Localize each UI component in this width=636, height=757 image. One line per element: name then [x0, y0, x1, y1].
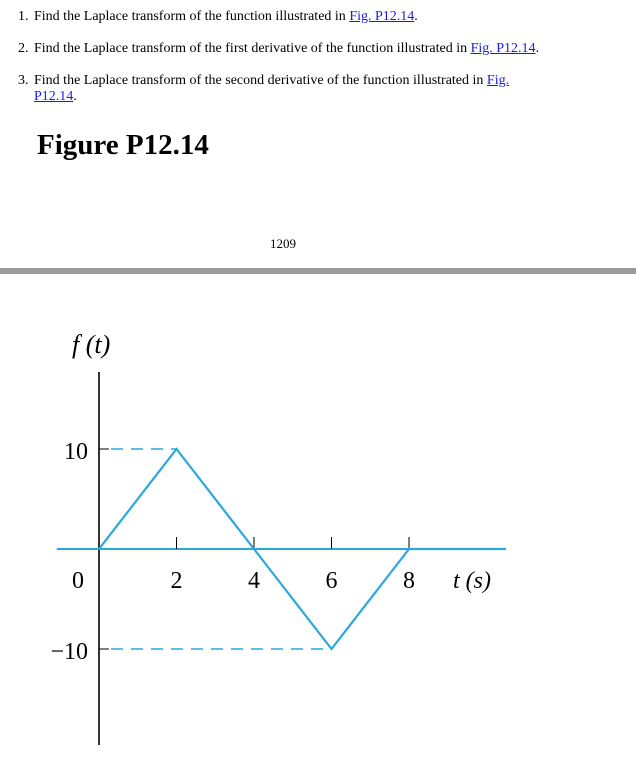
figure-title: Figure P12.14 [37, 129, 209, 161]
problem-text: Find the Laplace transform of the function illustrated in [34, 9, 350, 24]
y-axis-label: f (t) [72, 330, 111, 359]
x-axis-label: t (s) [453, 568, 491, 594]
problem-text: Find the Laplace transform of the first derivative of the function illustrated in [34, 41, 471, 56]
x-tick-label: 2 [170, 568, 183, 594]
page-number: 1209 [270, 236, 296, 251]
x-tick-label: 0 [72, 568, 84, 594]
problem-text: Find the Laplace transform of the second derivative of the function illustrated in [34, 73, 487, 88]
figure-link[interactable]: Fig. P12.14 [349, 9, 415, 24]
y-tick-label: −10 [50, 639, 88, 665]
x-tick-label: 4 [248, 568, 260, 594]
problem-punct: . [535, 41, 540, 56]
problem-number: 2. [18, 41, 29, 56]
problem-number: 1. [18, 9, 29, 24]
problem-number: 3. [18, 73, 29, 88]
problem-punct: . [73, 89, 77, 104]
y-tick-label: 10 [64, 439, 88, 465]
x-tick-label: 6 [325, 568, 338, 594]
figure-link[interactable]: Fig. P12.14 [470, 41, 536, 56]
problem-punct: . [414, 9, 418, 24]
figure-link[interactable]: Fig. [486, 73, 510, 88]
figure-link-continued[interactable]: P12.14 [34, 89, 74, 104]
x-tick-label: 8 [403, 568, 415, 594]
